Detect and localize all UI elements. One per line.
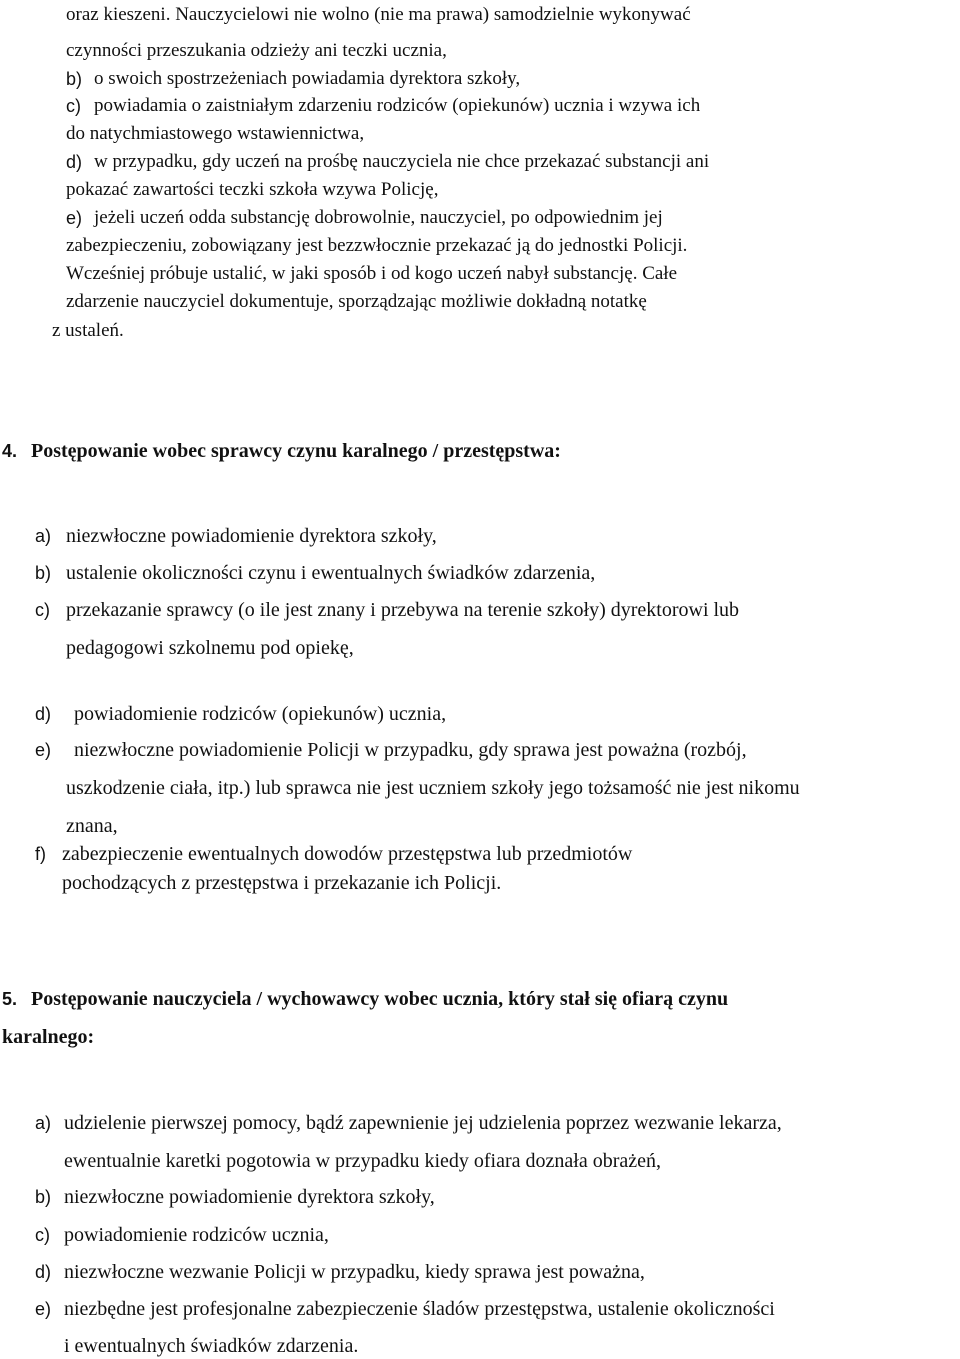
text-line: i ewentualnych świadków zdarzenia. bbox=[64, 1335, 359, 1357]
list-label: b) bbox=[35, 1187, 52, 1207]
list-label: e) bbox=[35, 740, 52, 760]
list-label: c) bbox=[66, 96, 81, 116]
text-line: ewentualnie karetki pogotowia w przypadku kiedy ofiara doznała obrażeń, bbox=[64, 1150, 661, 1172]
list-label: c) bbox=[35, 600, 50, 620]
text-line: ustalenie okoliczności czynu i ewentualnych świadków zdarzenia, bbox=[66, 562, 596, 584]
list-label: d) bbox=[66, 152, 83, 172]
section-number: 5. bbox=[2, 989, 18, 1009]
text-line: zabezpieczenie ewentualnych dowodów przestępstwa lub przedmiotów bbox=[62, 843, 633, 865]
text-line: uszkodzenie ciała, itp.) lub sprawca nie jest uczniem szkoły jego tożsamość nie jest nikomu bbox=[66, 777, 800, 799]
text-line: znana, bbox=[66, 815, 118, 837]
text-line: jeżeli uczeń odda substancję dobrowolnie, nauczyciel, po odpowiednim jej bbox=[94, 207, 663, 228]
text-line: powiadamia o zaistniałym zdarzeniu rodziców (opiekunów) ucznia i wzywa ich bbox=[94, 95, 701, 116]
list-label: d) bbox=[35, 704, 52, 724]
text-line: niezwłoczne wezwanie Policji w przypadku, kiedy sprawa jest poważna, bbox=[64, 1261, 645, 1283]
text-line: niezwłoczne powiadomienie dyrektora szkoły, bbox=[64, 1186, 435, 1208]
text-line: w przypadku, gdy uczeń na prośbę nauczyciela nie chce przekazać substancji ani bbox=[94, 151, 710, 172]
section-number: 4. bbox=[2, 441, 18, 461]
text-line: z ustaleń. bbox=[52, 320, 124, 341]
text-line: pochodzących z przestępstwa i przekazanie ich Policji. bbox=[62, 872, 502, 894]
list-label: d) bbox=[35, 1262, 52, 1282]
text-line: o swoich spostrzeżeniach powiadamia dyrektora szkoły, bbox=[94, 68, 521, 89]
text-line: niezwłoczne powiadomienie Policji w przypadku, gdy sprawa jest poważna (rozbój, bbox=[74, 739, 747, 761]
section-heading: Postępowanie nauczyciela / wychowawcy wobec ucznia, który stał się ofiarą czynu bbox=[31, 988, 729, 1010]
list-label: a) bbox=[35, 526, 52, 546]
text-line: oraz kieszeni. Nauczycielowi nie wolno (nie ma prawa) samodzielnie wykonywać bbox=[66, 4, 691, 25]
text-line: zdarzenie nauczyciel dokumentuje, sporządzając możliwie dokładną notatkę bbox=[66, 291, 647, 312]
list-label: e) bbox=[35, 1299, 52, 1319]
list-label: e) bbox=[66, 208, 83, 228]
text-line: pedagogowi szkolnemu pod opiekę, bbox=[66, 637, 354, 659]
text-line: udzielenie pierwszej pomocy, bądź zapewnienie jej udzielenia poprzez wezwanie lekarza, bbox=[64, 1112, 782, 1134]
text-line: powiadomienie rodziców (opiekunów) ucznia, bbox=[74, 703, 447, 725]
text-line: Wcześniej próbuje ustalić, w jaki sposób i od kogo uczeń nabył substancję. Całe bbox=[66, 263, 678, 284]
list-label: f) bbox=[35, 844, 46, 864]
list-label: a) bbox=[35, 1113, 52, 1133]
text-line: zabezpieczeniu, zobowiązany jest bezzwłocznie przekazać ją do jednostki Policji. bbox=[66, 235, 688, 256]
text-line: niezbędne jest profesjonalne zabezpieczenie śladów przestępstwa, ustalenie okoliczności bbox=[64, 1298, 775, 1320]
list-label: b) bbox=[35, 563, 52, 583]
list-label: c) bbox=[35, 1225, 50, 1245]
text-line: do natychmiastowego wstawiennictwa, bbox=[66, 123, 365, 144]
text-line: czynności przeszukania odzieży ani teczki ucznia, bbox=[66, 40, 447, 61]
text-line: pokazać zawartości teczki szkoła wzywa Policję, bbox=[66, 179, 439, 200]
text-line: przekazanie sprawcy (o ile jest znany i przebywa na terenie szkoły) dyrektorowi lub bbox=[66, 599, 740, 621]
text-line: powiadomienie rodziców ucznia, bbox=[64, 1224, 329, 1246]
section-heading: karalnego: bbox=[2, 1026, 95, 1048]
list-label: b) bbox=[66, 69, 83, 89]
text-line: niezwłoczne powiadomienie dyrektora szkoły, bbox=[66, 525, 437, 547]
section-heading: Postępowanie wobec sprawcy czynu karalnego / przestępstwa: bbox=[31, 440, 561, 462]
